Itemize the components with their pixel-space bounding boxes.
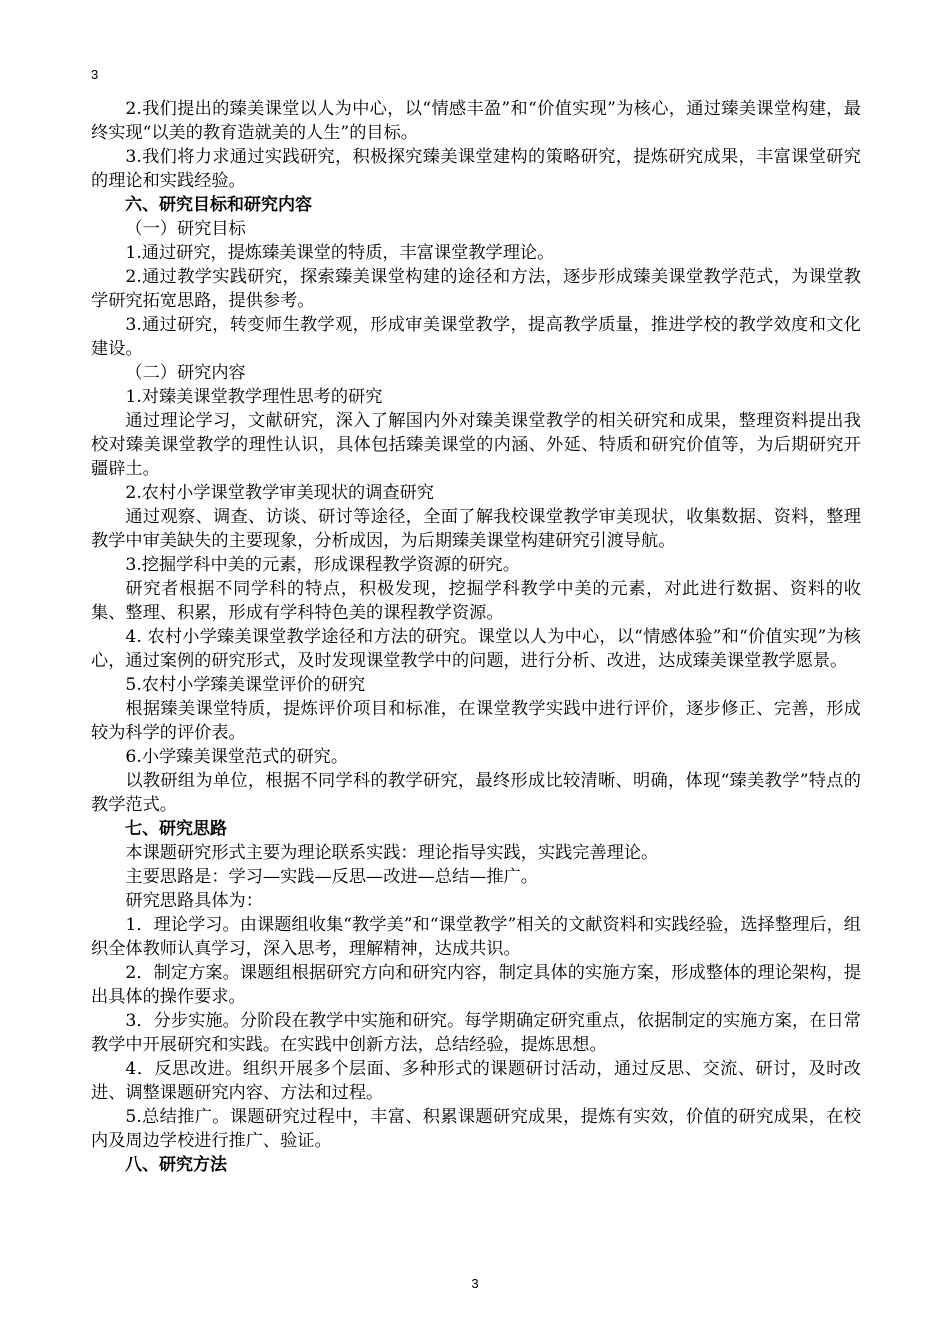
paragraph: 2.农村小学课堂教学审美现状的调查研究 [125, 483, 434, 503]
paragraph: 研究思路具体为： [125, 891, 263, 911]
paragraph: 1.对臻美课堂教学理性思考的研究 [125, 387, 383, 407]
section-heading: 七、研究思路 [125, 819, 227, 839]
document-body [91, 97, 861, 1177]
paragraph: 2.通过教学实践研究，探索臻美课堂构建的途径和方法，逐步形成臻美课堂教学范式，为课堂教学研究拓宽思路，提供参考。 [91, 267, 861, 311]
paragraph: 1．理论学习。由课题组收集“教学美”和“课堂教学”相关的文献资料和实践经验，选择整理后，组织全体教师认真学习，深入思考，理解精神，达成共识。 [91, 915, 861, 959]
header-page-number: 3 [91, 67, 99, 82]
paragraph: 通过观察、调查、访谈、研讨等途径，全面了解我校课堂教学审美现状，收集数据、资料，整理教学中审美缺失的主要现象，分析成因，为后期臻美课堂构建研究引渡导航。 [91, 507, 861, 551]
paragraph: 3.通过研究，转变师生教学观，形成审美课堂教学，提高教学质量，推进学校的教学效度和文化建设。 [91, 315, 861, 359]
paragraph: 3.我们将力求通过实践研究，积极探究臻美课堂建构的策略研究，提炼研究成果，丰富课堂研究的理论和实践经验。 [91, 147, 861, 191]
paragraph: 通过理论学习，文献研究，深入了解国内外对臻美课堂教学的相关研究和成果，整理资料提出我校对臻美课堂教学的理性认识，具体包括臻美课堂的内涵、外延、特质和研究价值等，为后期研究开疆辟土。 [91, 411, 861, 479]
paragraph: 3．分步实施。分阶段在教学中实施和研究。每学期确定研究重点，依据制定的实施方案，在日常教学中开展研究和实践。在实践中创新方法，总结经验，提炼思想。 [91, 1011, 861, 1055]
paragraph: 2.我们提出的臻美课堂以人为中心，以“情感丰盈”和“价值实现”为核心，通过臻美课堂构建，最终实现“以美的教育造就美的人生”的目标。 [91, 99, 861, 143]
section-heading: 六、研究目标和研究内容 [125, 195, 312, 215]
paragraph: 以教研组为单位，根据不同学科的教学研究，最终形成比较清晰、明确，体现“臻美教学”特点的教学范式。 [91, 771, 861, 815]
paragraph: 5.总结推广。课题研究过程中，丰富、积累课题研究成果，提炼有实效，价值的研究成果，在校内及周边学校进行推广、验证。 [91, 1107, 861, 1151]
paragraph: 根据臻美课堂特质，提炼评价项目和标准，在课堂教学实践中进行评价，逐步修正、完善，形成较为科学的评价表。 [91, 699, 861, 743]
paragraph: 2．制定方案。课题组根据研究方向和研究内容，制定具体的实施方案，形成整体的理论架构，提出具体的操作要求。 [91, 963, 861, 1007]
paragraph: 研究者根据不同学科的特点，积极发现，挖掘学科教学中美的元素，对此进行数据、资料的收集、整理、积累，形成有学科特色美的课程教学资源。 [91, 579, 861, 623]
paragraph: 6.小学臻美课堂范式的研究。 [125, 747, 349, 767]
footer-page-number: 3 [471, 1276, 479, 1291]
paragraph: 4．反思改进。组织开展多个层面、多种形式的课题研讨活动，通过反思、交流、研讨，及时改进、调整课题研究内容、方法和过程。 [91, 1059, 861, 1103]
paragraph: 3.挖掘学科中美的元素，形成课程教学资源的研究。 [125, 555, 520, 575]
paragraph: 本课题研究形式主要为理论联系实践：理论指导实践，实践完善理论。 [125, 843, 659, 863]
paragraph: 主要思路是：学习—实践—反思—改进—总结—推广。 [125, 867, 538, 887]
paragraph: 5.农村小学臻美课堂评价的研究 [125, 675, 366, 695]
subsection-heading: （一）研究目标 [125, 219, 246, 239]
subsection-heading: （二）研究内容 [125, 363, 246, 383]
paragraph: 4. 农村小学臻美课堂教学途径和方法的研究。课堂以人为中心，以“情感体验”和“价值实现”为核心，通过案例的研究形式，及时发现课堂教学中的问题，进行分析、改进，达成臻美课堂教学愿景。 [91, 627, 861, 671]
paragraph: 1.通过研究，提炼臻美课堂的特质，丰富课堂教学理论。 [125, 243, 555, 263]
section-heading: 八、研究方法 [125, 1155, 227, 1175]
